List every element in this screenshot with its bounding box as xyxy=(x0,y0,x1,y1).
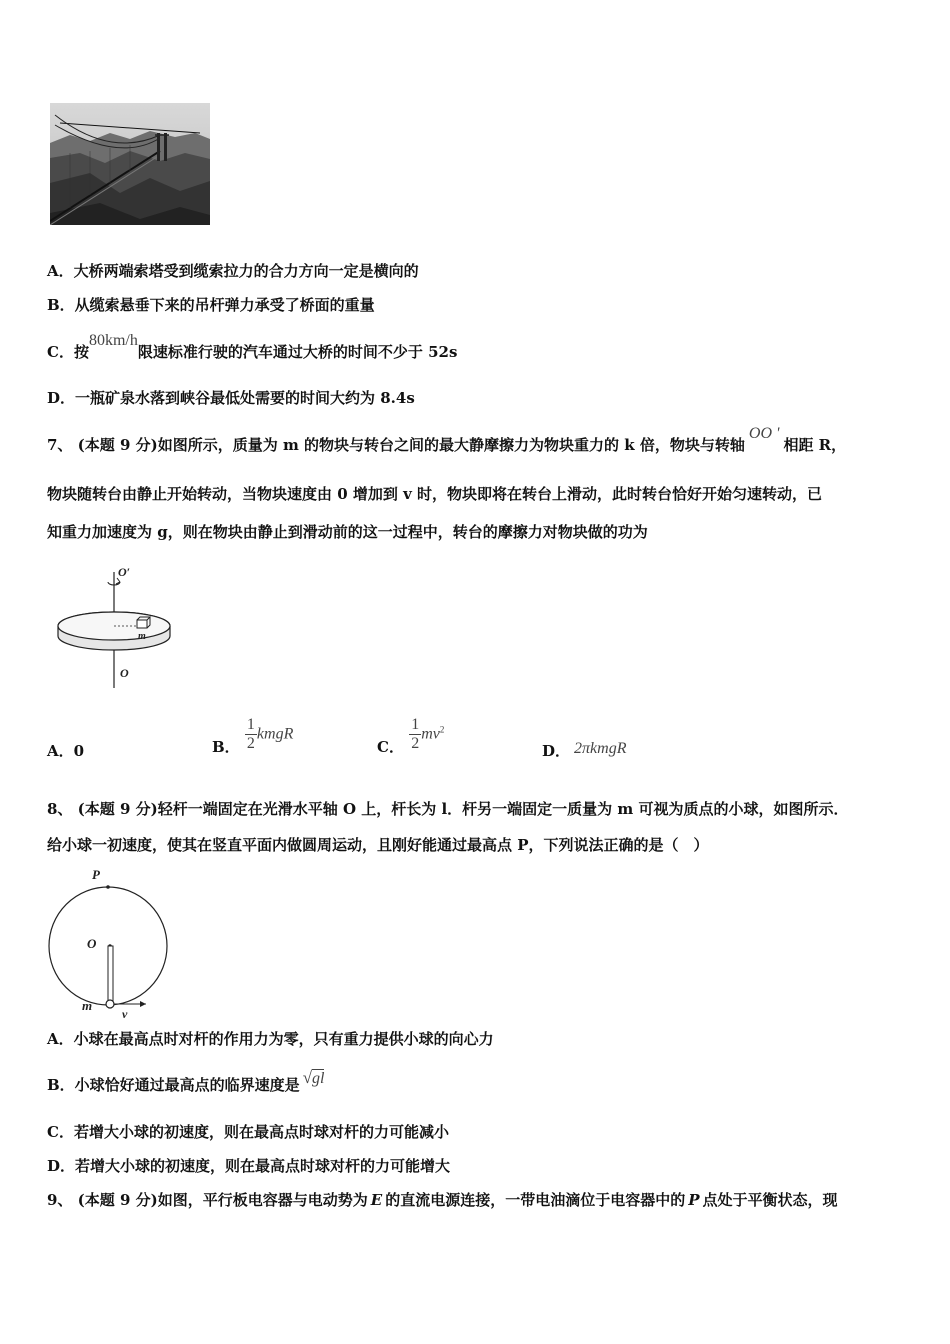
q7-turntable-figure xyxy=(50,562,180,690)
q6-option-c-suffix: 限速标准行驶的汽车通过大桥的时间不少于 52s xyxy=(137,343,458,361)
q7-stem-line1-prefix: 7、 (本题 9 分)如图所示，质量为 m 的物块与转台之间的最大静摩擦力为物块重力的 k 倍，物块与转轴 xyxy=(47,436,745,454)
q7-figure-top-label: O′ xyxy=(118,565,131,579)
q8-circular-motion-figure xyxy=(42,862,172,1020)
q7-option-d-label: D． xyxy=(542,742,571,760)
q8-stem-line2: 给小球一初速度，使其在竖直平面内做圆周运动，且刚好能通过最高点 P，下列说法正确的是（ ） xyxy=(47,836,709,854)
q7-option-c-exponent: 2 xyxy=(439,724,445,735)
q7-option-a-label: A． xyxy=(47,742,74,760)
q9-stem-prefix: 9、 (本题 9 分)如图，平行板电容器与电动势为 xyxy=(47,1191,368,1209)
q7-figure-mass-label: m xyxy=(138,631,146,642)
q8-figure-mass-label: m xyxy=(82,998,93,1013)
q6-option-a: A．大桥两端索塔受到缆索拉力的合力方向一定是横向的 xyxy=(47,262,419,280)
q9-stem-suffix: 点处于平衡状态，现 xyxy=(702,1191,838,1209)
q8-option-b xyxy=(47,1068,325,1096)
q9-stem-middle: 的直流电源连接，一带电油滴位于电容器中的 xyxy=(385,1191,686,1209)
q6-speed-value: 80km/h xyxy=(88,332,138,349)
q7-axis-label: OO ' xyxy=(748,425,780,442)
sqrt-icon: √ xyxy=(302,1068,313,1087)
q9-stem-line1 xyxy=(47,1190,838,1210)
q8-stem-line1: 8、 (本题 9 分)轻杆一端固定在光滑水平轴 O 上，杆长为 l．杆另一端固定一质量为 m 可视为质点的小球，如图所示． xyxy=(47,800,849,818)
q8-figure-velocity-label: v xyxy=(122,1007,128,1020)
q7-option-b-fraction xyxy=(245,716,257,753)
q7-option-d-expr: 2πkmgR xyxy=(574,740,627,757)
q6-option-d: D．一瓶矿泉水落到峡谷最低处需要的时间大约为 8.4s xyxy=(47,389,415,407)
q7-option-c-numerator: 1 xyxy=(411,716,420,733)
q7-option-a xyxy=(47,740,84,761)
q7-stem-line3: 知重力加速度为 g，则在物块由静止到滑动前的这一过程中，转台的摩擦力对物块做的功为 xyxy=(47,523,648,541)
q7-option-b xyxy=(212,716,294,756)
q8-option-b-prefix: B．小球恰好通过最高点的临界速度是 xyxy=(47,1076,300,1094)
q7-figure-bottom-label: O xyxy=(120,666,129,680)
q7-option-c xyxy=(377,716,445,756)
q7-stem-line1 xyxy=(47,425,847,456)
q7-option-b-numerator: 1 xyxy=(246,716,255,733)
q8-option-a: A．小球在最高点时对杆的作用力为零，只有重力提供小球的向心力 xyxy=(47,1030,494,1048)
q7-option-c-expr: mv xyxy=(421,725,440,743)
q7-option-b-label: B． xyxy=(212,738,240,756)
q9-emf-symbol: E xyxy=(370,1191,383,1209)
q9-point-symbol: P xyxy=(688,1191,700,1209)
q8-option-d: D．若增大小球的初速度，则在最高点时球对杆的力可能增大 xyxy=(47,1157,451,1175)
q6-option-c-prefix: C．按 xyxy=(47,343,89,361)
q7-option-c-label: C． xyxy=(377,738,404,756)
q8-option-c: C．若增大小球的初速度，则在最高点时球对杆的力可能减小 xyxy=(47,1123,449,1141)
q7-option-c-denominator: 2 xyxy=(411,735,420,752)
suspension-bridge-photo xyxy=(50,103,210,225)
q8-option-b-expr: gl xyxy=(312,1070,325,1087)
q7-option-b-expr: kmgR xyxy=(256,725,294,743)
q7-option-b-denominator: 2 xyxy=(246,735,255,752)
q7-option-d xyxy=(542,740,626,761)
q7-option-c-fraction xyxy=(409,716,421,753)
q7-option-a-value: 0 xyxy=(73,742,85,760)
q6-option-c xyxy=(47,332,458,363)
q7-stem-line1-suffix: 相距 R， xyxy=(783,436,847,454)
q8-figure-top-label: P xyxy=(92,867,100,882)
q7-stem-line2: 物块随转台由静止开始转动，当物块速度由 0 增加到 v 时，物块即将在转台上滑动，此时转台恰好开始匀速转动，已 xyxy=(47,485,823,503)
q6-option-b: B．从缆索悬垂下来的吊杆弹力承受了桥面的重量 xyxy=(47,296,375,314)
q8-figure-center-label: O xyxy=(87,936,97,951)
